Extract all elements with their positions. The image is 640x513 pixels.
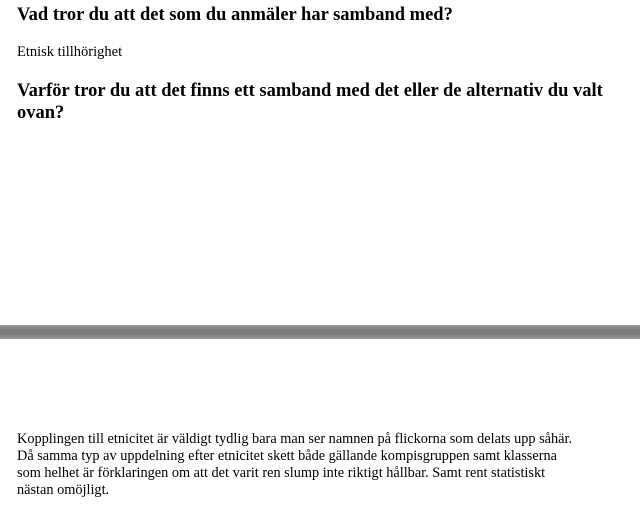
page-break-divider (0, 325, 640, 339)
answer-line: Då samma typ av uppdelning efter etnicitet skett både gällande kompisgruppen samt klasserna (17, 448, 557, 464)
answer-line: nästan omöjligt. (17, 482, 110, 498)
answer-line: Kopplingen till etnicitet är väldigt tydlig bara man ser namnen på flickorna som delats upp såhär. (17, 431, 573, 447)
answer-line: som helhet är förklaringen om att det varit ren slump inte riktigt hållbar. Samt rent statistiskt (17, 465, 546, 481)
answer-why (17, 431, 635, 499)
question-heading-why: Varför tror du att det finns ett samband med det eller de alternativ du valt ovan? (17, 81, 603, 123)
question-heading-connection: Vad tror du att det som du anmäler har samband med? (17, 5, 453, 25)
answer-connection: Etnisk tillhörighet (17, 44, 123, 60)
